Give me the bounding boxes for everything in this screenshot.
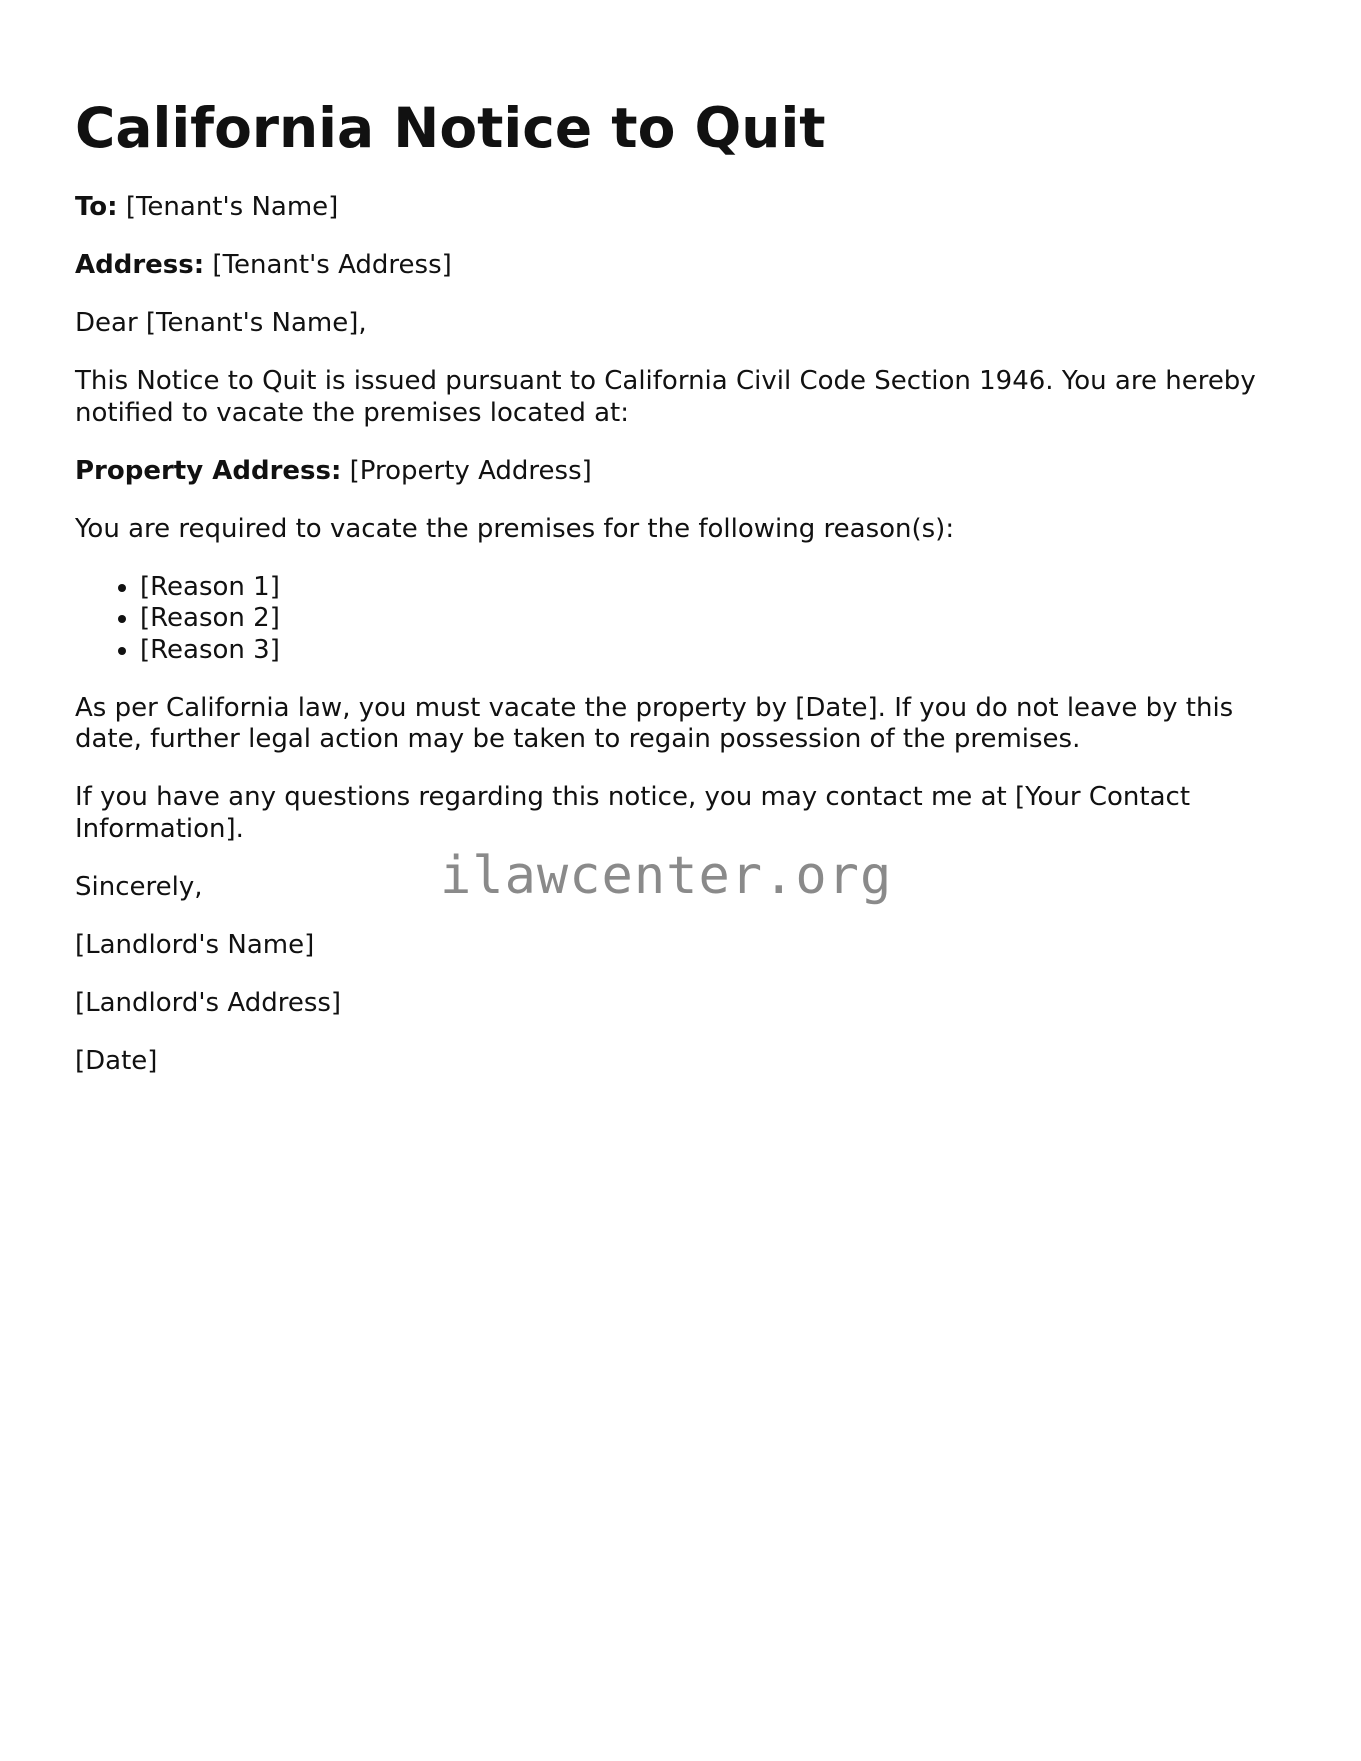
to-label: To: [75, 192, 118, 222]
to-value: [Tenant's Name] [125, 192, 339, 222]
document-body [75, 192, 1290, 1104]
property-address-label: Property Address: [75, 455, 342, 486]
address-value: [Tenant's Address] [212, 250, 452, 280]
to-line [75, 192, 1290, 224]
reason-item-3: • [Reason 3] [140, 635, 1290, 667]
landlord-name: [Landlord's Name] [75, 929, 315, 960]
closing: Sincerely, [75, 871, 203, 902]
property-address-value: [Property Address] [349, 455, 592, 486]
landlord-address: [Landlord's Address] [75, 987, 342, 1018]
watermark-text: ilawcenter.org [440, 846, 893, 906]
address-line [75, 250, 1290, 282]
document-title: California Notice to Quit [75, 96, 826, 160]
address-label: Address: [75, 250, 205, 280]
intro-paragraph: This Notice to Quit is issued pursuant to California Civil Code Section 1946. You are hereby notified to vacate the premises located at: [75, 366, 1256, 428]
reasons-list [75, 572, 1290, 667]
property-address-line [75, 456, 1290, 488]
deadline-paragraph: As per California law, you must vacate the property by [Date]. If you do not leave by this date, further legal action may be taken to regain possession of the premises. [75, 692, 1234, 754]
contact-paragraph: If you have any questions regarding this notice, you may contact me at [Your Contact Information]. [75, 782, 1191, 844]
signature-date: [Date] [75, 1045, 158, 1076]
reasons-intro: You are required to vacate the premises for the following reason(s): [75, 513, 955, 544]
salutation: Dear [Tenant's Name], [75, 308, 367, 338]
reason-item-2: • [Reason 2] [140, 603, 1290, 635]
reason-item-1: • [Reason 1] [140, 572, 1290, 604]
